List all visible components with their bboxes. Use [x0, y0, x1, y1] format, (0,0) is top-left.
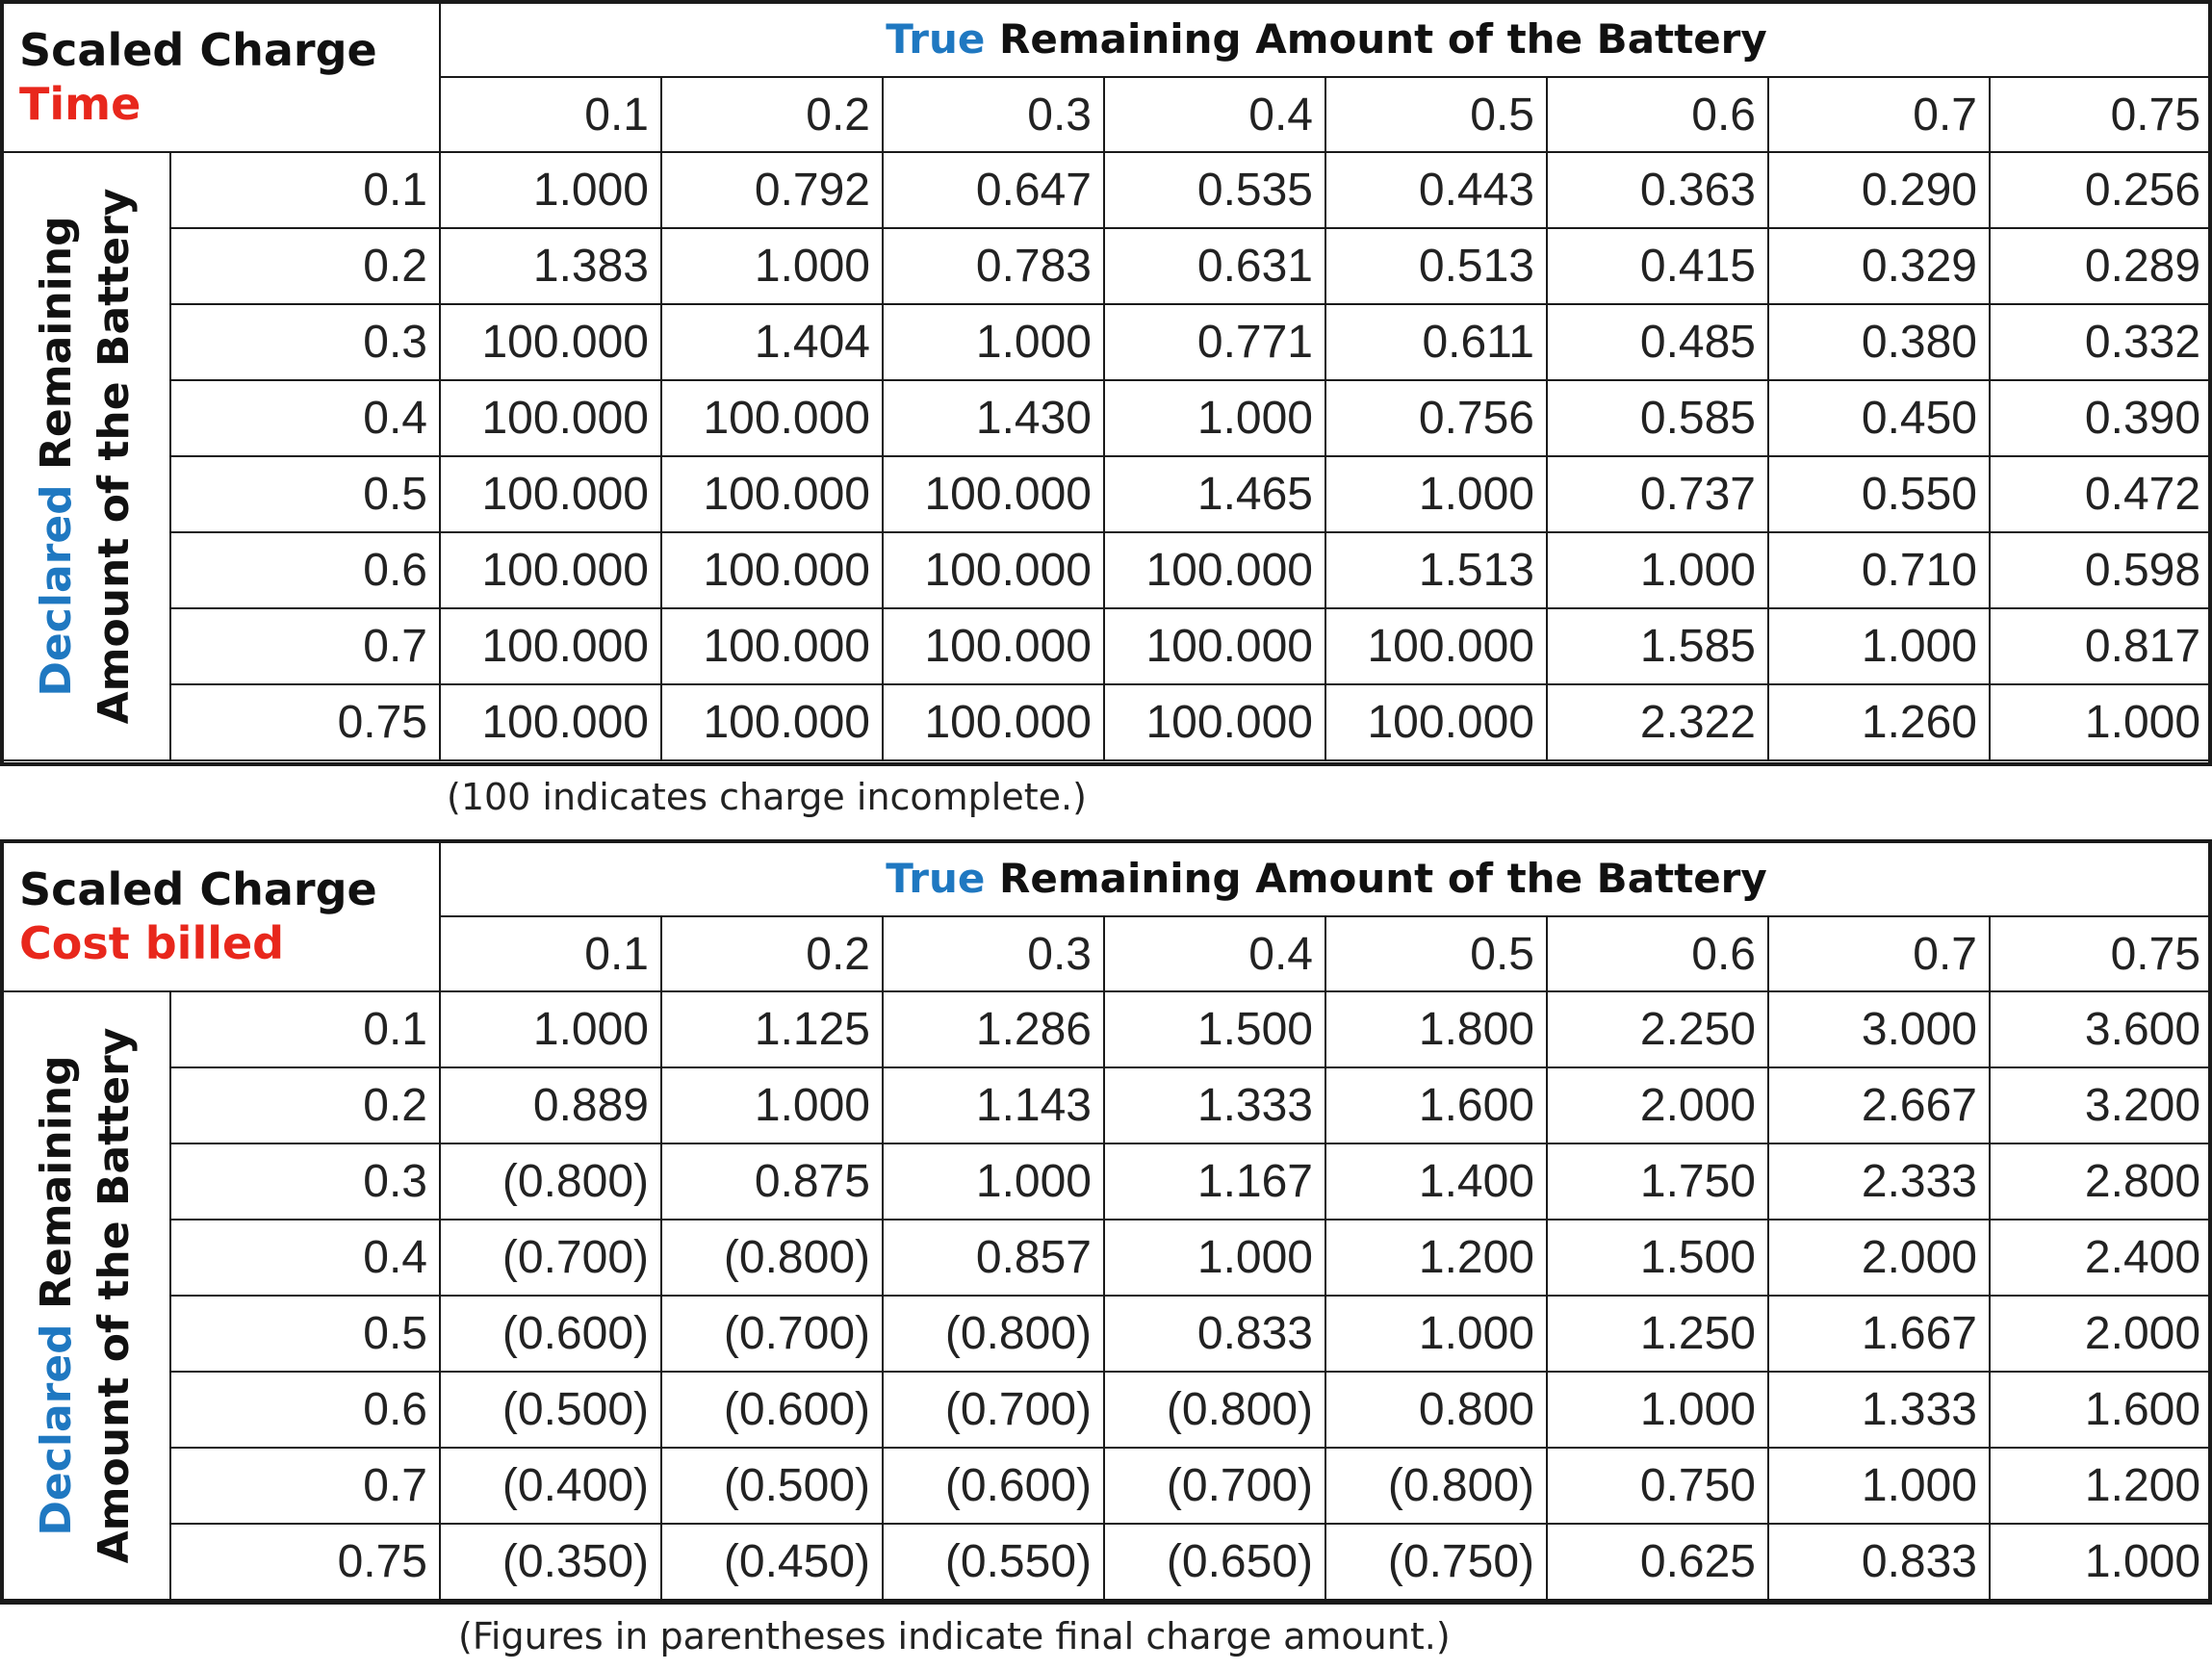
corner-title: Scaled Charge	[19, 862, 377, 915]
table-cell: 1.000	[661, 228, 883, 304]
table-row	[1, 1143, 2212, 1220]
table-cell: 100.000	[883, 684, 1104, 760]
table-cell: (0.500)	[661, 1448, 883, 1524]
row-group-header-text: Remaining	[32, 1055, 81, 1324]
table-cell: 0.737	[1547, 456, 1768, 532]
corner-title: Scaled Charge	[19, 23, 377, 76]
table-cell: 1.000	[661, 1067, 883, 1143]
row-header: 0.3	[170, 1143, 440, 1220]
table-row	[1, 1296, 2212, 1372]
table-cell: 100.000	[440, 304, 661, 380]
table-cell: (0.700)	[1104, 1448, 1325, 1524]
table-cell: 1.000	[1768, 608, 1990, 684]
table-cell: 0.290	[1768, 152, 1990, 228]
column-group-header	[440, 840, 2212, 916]
table-cell: 1.200	[1325, 1220, 1547, 1296]
table-cell: (0.800)	[440, 1143, 661, 1220]
row-group-header-text: Amount of the Battery	[90, 188, 139, 725]
column-header: 0.7	[1768, 77, 1990, 152]
table-cell: 2.333	[1768, 1143, 1990, 1220]
table-row	[1, 1448, 2212, 1524]
corner-subtitle: Cost billed	[19, 916, 285, 969]
table-cell: 2.000	[1768, 1220, 1990, 1296]
column-header: 0.3	[883, 916, 1104, 991]
table-row	[1, 380, 2212, 456]
row-header: 0.2	[170, 228, 440, 304]
row-header: 0.5	[170, 456, 440, 532]
table-cell: (0.800)	[883, 1296, 1104, 1372]
table-cell: 2.667	[1768, 1067, 1990, 1143]
table-cell: 1.000	[1104, 380, 1325, 456]
table-cell: 0.783	[883, 228, 1104, 304]
table-cell: 100.000	[440, 456, 661, 532]
table-cell: 1.286	[883, 991, 1104, 1067]
table-cell: 3.600	[1990, 991, 2212, 1067]
row-header: 0.75	[170, 1524, 440, 1600]
table-cell: 1.513	[1325, 532, 1547, 608]
table-cell: 0.390	[1990, 380, 2212, 456]
table-cell: (0.700)	[883, 1372, 1104, 1448]
table-cell: 100.000	[1325, 608, 1547, 684]
table-cell: 100.000	[1104, 684, 1325, 760]
table-cell: 2.000	[1990, 1296, 2212, 1372]
table-cell: 1.000	[1990, 684, 2212, 760]
table-row	[1, 152, 2212, 228]
row-header: 0.1	[170, 152, 440, 228]
table-cell: 1.000	[440, 991, 661, 1067]
table-cell: 0.611	[1325, 304, 1547, 380]
table-cell: 1.200	[1990, 1448, 2212, 1524]
table-cell: 100.000	[661, 608, 883, 684]
table-cell: 0.631	[1104, 228, 1325, 304]
table-cell: 0.485	[1547, 304, 1768, 380]
column-header: 0.75	[1990, 916, 2212, 991]
table-cell: 1.000	[1768, 1448, 1990, 1524]
table-cell: 100.000	[883, 456, 1104, 532]
column-header: 0.75	[1990, 77, 2212, 152]
table-cell: 0.550	[1768, 456, 1990, 532]
column-header: 0.7	[1768, 916, 1990, 991]
table-note: (100 indicates charge incomplete.)	[447, 776, 1087, 818]
table-row	[1, 228, 2212, 304]
table-row	[1, 456, 2212, 532]
table-cell: 0.833	[1104, 1296, 1325, 1372]
table-row	[1, 991, 2212, 1067]
column-header: 0.2	[661, 77, 883, 152]
table-cell: (0.750)	[1325, 1524, 1547, 1600]
table-cell: 1.400	[1325, 1143, 1547, 1220]
table-cell: 3.000	[1768, 991, 1990, 1067]
table-row	[1, 1220, 2212, 1296]
row-header: 0.75	[170, 684, 440, 760]
table-cell: 0.756	[1325, 380, 1547, 456]
column-header: 0.1	[440, 77, 661, 152]
table-cell: 2.400	[1990, 1220, 2212, 1296]
table-cell: 100.000	[1325, 684, 1547, 760]
table-corner-label	[1, 840, 440, 991]
table-cell: 100.000	[1104, 608, 1325, 684]
table-cell: 1.250	[1547, 1296, 1768, 1372]
column-header: 0.4	[1104, 77, 1325, 152]
table-cell: (0.500)	[440, 1372, 661, 1448]
column-header: 0.4	[1104, 916, 1325, 991]
table-cell: 100.000	[440, 684, 661, 760]
table-cell: 100.000	[661, 684, 883, 760]
column-header: 0.2	[661, 916, 883, 991]
table-row	[1, 1524, 2212, 1600]
row-header: 0.3	[170, 304, 440, 380]
column-header: 0.6	[1547, 916, 1768, 991]
table-cell: 2.000	[1547, 1067, 1768, 1143]
table-cell: 1.404	[661, 304, 883, 380]
table-cell: 100.000	[440, 608, 661, 684]
column-group-header-text: Remaining Amount of the Battery	[985, 855, 1767, 902]
row-group-header-text: Amount of the Battery	[90, 1027, 139, 1564]
table-cell: 2.322	[1547, 684, 1768, 760]
table-cell: 1.125	[661, 991, 883, 1067]
table-cell: 1.000	[883, 304, 1104, 380]
table-cell: 0.833	[1768, 1524, 1990, 1600]
table-cell: 1.500	[1104, 991, 1325, 1067]
table-cell: 1.000	[883, 1143, 1104, 1220]
table-cell: (0.800)	[1104, 1372, 1325, 1448]
table-cell: 1.000	[1990, 1524, 2212, 1600]
column-header: 0.1	[440, 916, 661, 991]
table-cell: (0.550)	[883, 1524, 1104, 1600]
row-header: 0.5	[170, 1296, 440, 1372]
table-cell: 0.857	[883, 1220, 1104, 1296]
row-group-header	[1, 991, 170, 1600]
table-cell: 0.817	[1990, 608, 2212, 684]
row-header: 0.4	[170, 1220, 440, 1296]
table-cell: 100.000	[661, 532, 883, 608]
table-cell: 1.000	[1325, 456, 1547, 532]
row-header: 0.6	[170, 1372, 440, 1448]
table-cell: 1.000	[1325, 1296, 1547, 1372]
table-cell: 1.167	[1104, 1143, 1325, 1220]
table-cell: 1.000	[1104, 1220, 1325, 1296]
table-cell: (0.600)	[883, 1448, 1104, 1524]
row-header: 0.2	[170, 1067, 440, 1143]
row-header: 0.7	[170, 608, 440, 684]
table-cell: 0.472	[1990, 456, 2212, 532]
table-cell: (0.700)	[440, 1220, 661, 1296]
table-cell: 0.771	[1104, 304, 1325, 380]
column-header: 0.5	[1325, 916, 1547, 991]
table-cell: 0.415	[1547, 228, 1768, 304]
table-cell: 0.256	[1990, 152, 2212, 228]
table-row	[1, 1372, 2212, 1448]
table-cell: 1.465	[1104, 456, 1325, 532]
true-word: True	[886, 15, 986, 63]
table-cell: 0.750	[1547, 1448, 1768, 1524]
table-cell: 1.260	[1768, 684, 1990, 760]
table-cell: (0.400)	[440, 1448, 661, 1524]
table-note: (Figures in parentheses indicate final charge amount.)	[458, 1615, 1451, 1657]
table-cell: 2.800	[1990, 1143, 2212, 1220]
table-cell: 1.000	[1547, 1372, 1768, 1448]
table-row	[1, 532, 2212, 608]
table-cell: (0.600)	[661, 1372, 883, 1448]
table-cell: 3.200	[1990, 1067, 2212, 1143]
column-header: 0.6	[1547, 77, 1768, 152]
table-cell: 1.383	[440, 228, 661, 304]
table-row	[1, 608, 2212, 684]
row-header: 0.6	[170, 532, 440, 608]
table-cell: 0.598	[1990, 532, 2212, 608]
table-cell: 0.875	[661, 1143, 883, 1220]
column-header: 0.5	[1325, 77, 1547, 152]
cost-table	[0, 839, 2212, 1601]
table-cell: 100.000	[883, 608, 1104, 684]
table-cell: 2.250	[1547, 991, 1768, 1067]
table-cell: 0.585	[1547, 380, 1768, 456]
row-header: 0.7	[170, 1448, 440, 1524]
corner-subtitle: Time	[19, 77, 141, 130]
table-cell: 0.800	[1325, 1372, 1547, 1448]
table-cell: (0.800)	[661, 1220, 883, 1296]
column-group-header-text: Remaining Amount of the Battery	[985, 15, 1767, 63]
column-group-header	[440, 1, 2212, 77]
table-cell: (0.650)	[1104, 1524, 1325, 1600]
table-cell: 1.000	[1547, 532, 1768, 608]
table-cell: 0.792	[661, 152, 883, 228]
table-cell: 0.443	[1325, 152, 1547, 228]
table-cell: (0.800)	[1325, 1448, 1547, 1524]
table-cell: 100.000	[440, 532, 661, 608]
table-cell: 1.500	[1547, 1220, 1768, 1296]
table-cell: 0.625	[1547, 1524, 1768, 1600]
table-corner-label	[1, 1, 440, 152]
table-cell: (0.700)	[661, 1296, 883, 1372]
declared-word: Declared	[32, 484, 81, 697]
table-cell: 1.600	[1990, 1372, 2212, 1448]
table-cell: 1.667	[1768, 1296, 1990, 1372]
table-cell: 1.000	[440, 152, 661, 228]
table-cell: 0.889	[440, 1067, 661, 1143]
table-cell: 1.333	[1768, 1372, 1990, 1448]
table-cell: 0.647	[883, 152, 1104, 228]
table-cell: 0.535	[1104, 152, 1325, 228]
row-header: 0.1	[170, 991, 440, 1067]
table-cell: 100.000	[1104, 532, 1325, 608]
table-cell: 1.750	[1547, 1143, 1768, 1220]
row-header: 0.4	[170, 380, 440, 456]
table-cell: (0.600)	[440, 1296, 661, 1372]
table-cell: (0.350)	[440, 1524, 661, 1600]
true-word: True	[886, 855, 986, 902]
table-cell: 0.450	[1768, 380, 1990, 456]
table-cell: 0.329	[1768, 228, 1990, 304]
table-cell: 100.000	[440, 380, 661, 456]
table-row	[1, 304, 2212, 380]
table-cell: 0.710	[1768, 532, 1990, 608]
table-cell: 1.800	[1325, 991, 1547, 1067]
column-header: 0.3	[883, 77, 1104, 152]
table-cell: 0.513	[1325, 228, 1547, 304]
row-group-header	[1, 152, 170, 760]
table-cell: (0.450)	[661, 1524, 883, 1600]
table-cell: 0.289	[1990, 228, 2212, 304]
time-table	[0, 0, 2212, 761]
declared-word: Declared	[32, 1323, 81, 1536]
row-group-header-text: Remaining	[32, 216, 81, 485]
table-cell: 1.333	[1104, 1067, 1325, 1143]
table-cell: 100.000	[661, 456, 883, 532]
table-cell: 1.430	[883, 380, 1104, 456]
table-row	[1, 1067, 2212, 1143]
table-cell: 1.585	[1547, 608, 1768, 684]
table-cell: 100.000	[661, 380, 883, 456]
table-cell: 0.380	[1768, 304, 1990, 380]
table-row	[1, 684, 2212, 760]
table-cell: 1.600	[1325, 1067, 1547, 1143]
table-cell: 0.363	[1547, 152, 1768, 228]
table-cell: 1.143	[883, 1067, 1104, 1143]
table-cell: 0.332	[1990, 304, 2212, 380]
table-cell: 100.000	[883, 532, 1104, 608]
